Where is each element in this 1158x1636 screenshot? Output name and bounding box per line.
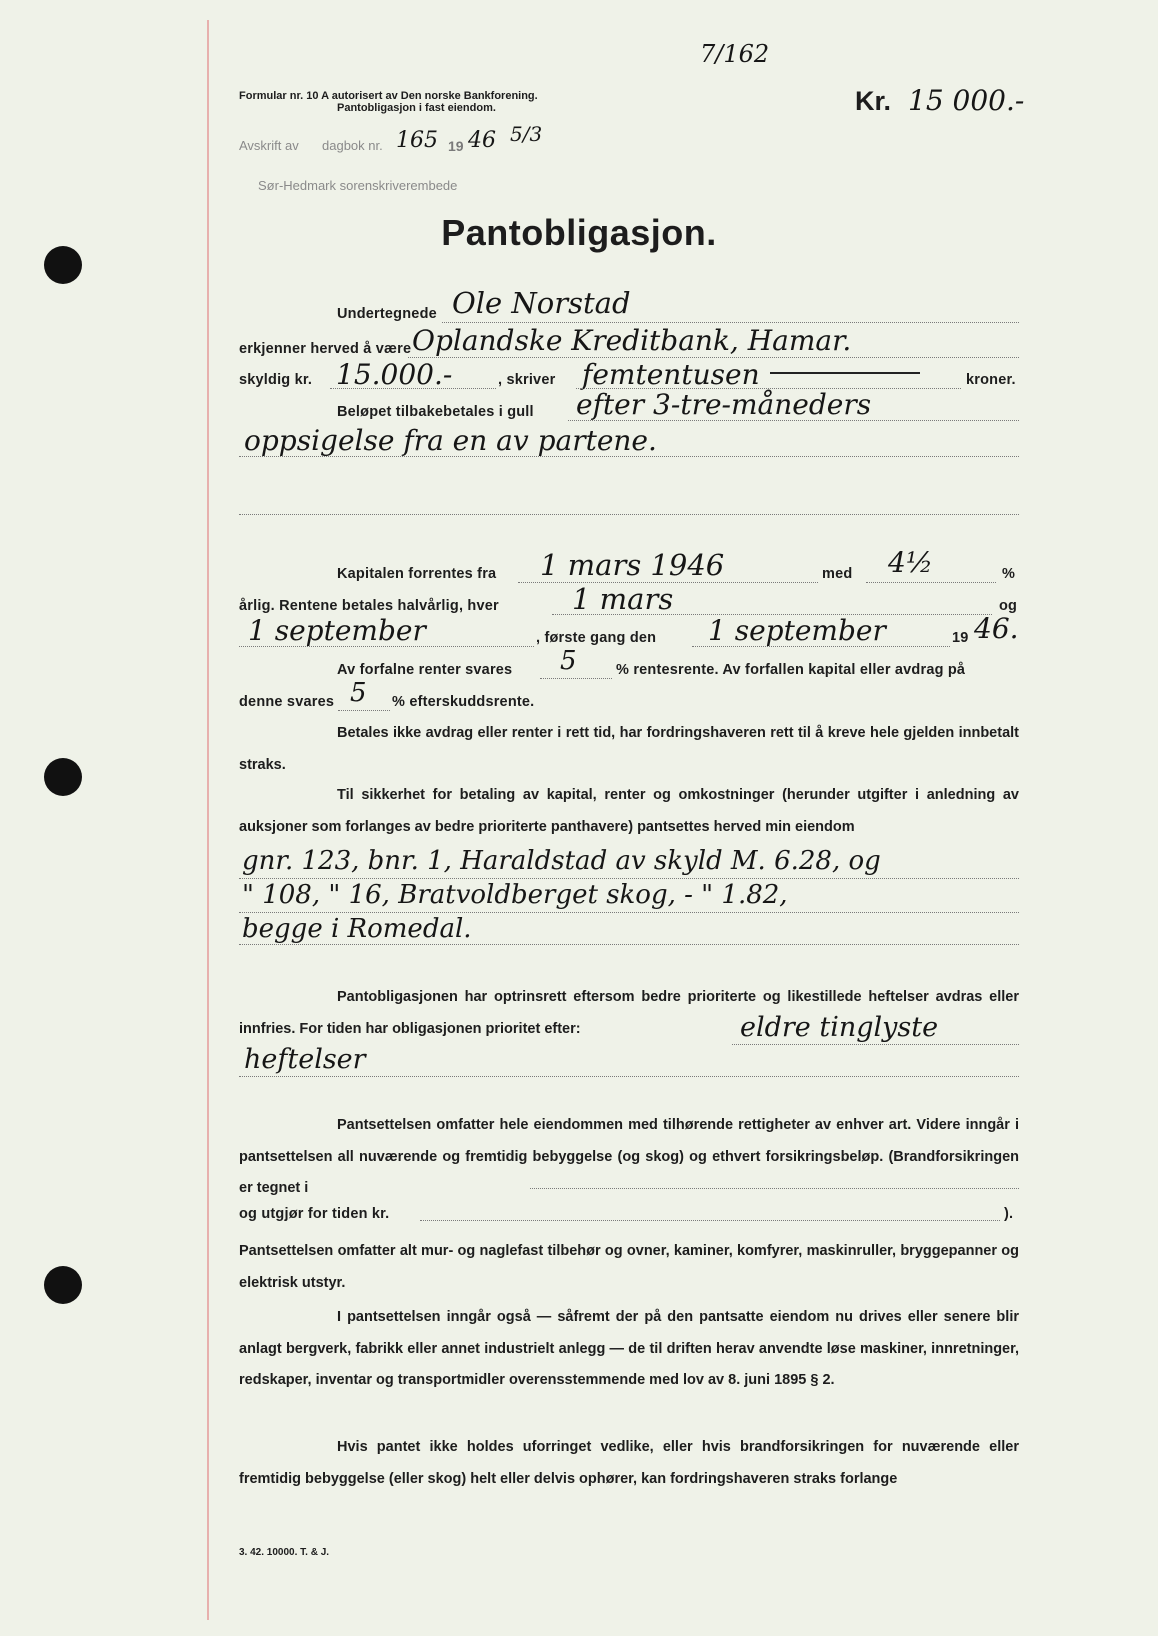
og-label: og xyxy=(999,598,1018,614)
betales-paragraph: Betales ikke avdrag eller renter i rett tid, har fordringshaveren rett til å kreve hele gjelden innbetalt straks. xyxy=(239,725,1019,773)
amount-dash xyxy=(770,372,920,374)
arlig-value: 1 mars xyxy=(572,582,674,616)
fill-line xyxy=(530,1188,1019,1189)
rente-value: 5 xyxy=(560,646,577,676)
fill-line xyxy=(732,1044,1019,1045)
margin-rule xyxy=(207,20,209,1620)
arlig-label: årlig. Rentene betales halvårlig, hver xyxy=(239,598,499,614)
forste-label: , første gang den xyxy=(536,630,657,646)
property-line-3: begge i Romedal. xyxy=(242,914,472,944)
utgjor-end: ). xyxy=(1004,1206,1014,1222)
stamp-dagbok-number: 165 xyxy=(396,128,438,153)
sikkerhet-paragraph: Til sikkerhet for betaling av kapital, renter og omkostninger (herunder utgifter i anledning av auksjoner som forlanges av bedre prioriterte panthavere) pantsettes herved min eiendom xyxy=(239,787,1019,835)
skriver-label: , skriver xyxy=(498,372,556,388)
industri-paragraph: I pantsettelsen inngår også — såfremt der på den pantsatte eiendom nu drives eller senere blir anlagt bergverk, fabrikk eller annet industrielt anlegg — de til driften herav anvendte løse maskiner, innretninger, redskaper, inventar og transportmidler overensstemmende med lov av 8. juni 1895 § 2. xyxy=(239,1309,1019,1388)
omfatter-paragraph: Pantsettelsen omfatter hele eiendommen med tilhørende rettigheter av enhver art. Videre inngår i pantsettelsen all nuværende og fremtidig bebyggelse (og skog) og ethvert forsikringsbeløp. (Brandforsikringen er tegnet i xyxy=(239,1117,1019,1196)
undertegnede-label: Undertegnede xyxy=(337,306,437,322)
september-value: 1 september xyxy=(248,614,426,647)
fill-line xyxy=(239,456,1019,457)
fill-line xyxy=(338,710,390,711)
stamp-date: 5/3 xyxy=(510,122,543,146)
fill-line xyxy=(330,388,496,389)
form-type-line: Pantobligasjon i fast eiendom. xyxy=(337,102,496,114)
denne-label: denne svares xyxy=(239,694,335,710)
fill-line xyxy=(239,514,1019,515)
fill-line xyxy=(239,646,534,647)
stamp-court: Sør-Hedmark sorenskriverembede xyxy=(258,178,458,193)
punch-hole xyxy=(44,1266,82,1304)
stamp-year-prefix: 19 xyxy=(448,138,464,154)
fill-line xyxy=(568,420,1019,421)
kapital-label: Kapitalen forrentes fra xyxy=(337,566,497,582)
tilbake-value-1: efter 3-tre-måneders xyxy=(576,388,872,421)
fill-line xyxy=(866,582,996,583)
fill-line xyxy=(239,944,1019,945)
skyldig-value: 15.000.- xyxy=(336,358,453,391)
fill-line xyxy=(442,322,1019,323)
rentesrente-label: % rentesrente. Av forfallen kapital eller avdrag på xyxy=(616,662,966,678)
fill-line xyxy=(239,912,1019,913)
kapital-value: 1 mars 1946 xyxy=(540,548,725,582)
top-note: 7/162 xyxy=(700,40,770,68)
kr-amount: 15 000.- xyxy=(908,84,1025,117)
utgjor-label: og utgjør for tiden kr. xyxy=(239,1206,390,1222)
page-title: Pantobligasjon. xyxy=(441,212,717,253)
stamp-year: 46 xyxy=(468,128,496,153)
skyldig-label: skyldig kr. xyxy=(239,372,313,388)
hvis-paragraph: Hvis pantet ikke holdes uforringet vedlike, eller hvis brandforsikringen for nuværende eller fremtidig bebyggelse (eller skog) helt eller delvis ophører, kan fordringshaveren straks forlange xyxy=(239,1439,1019,1487)
tilbake-label: Beløpet tilbakebetales i gull xyxy=(337,404,534,420)
prioritet-value-1: eldre tinglyste xyxy=(740,1012,939,1043)
tilbake-value-2: oppsigelse fra en av partene. xyxy=(244,424,657,457)
property-line-1: gnr. 123, bnr. 1, Haraldstad av skyld M. 6.28, og xyxy=(242,846,881,876)
percent-label: % xyxy=(1002,566,1016,582)
fill-line xyxy=(692,646,950,647)
med-label: med xyxy=(822,566,853,582)
property-line-2: " 108, " 16, Bratvoldberget skog, - " 1.82, xyxy=(242,880,788,910)
form-number-line: Formular nr. 10 A autorisert av Den norske Bankforening. xyxy=(239,90,538,102)
efterskudd-label: % efterskuddsrente. xyxy=(392,694,535,710)
prioritet-value-2: heftelser xyxy=(244,1044,366,1075)
punch-hole xyxy=(44,758,82,796)
erkjenner-label: erkjenner herved å være xyxy=(239,341,412,357)
forste-value: 1 september xyxy=(708,614,886,647)
fill-line xyxy=(420,1220,1000,1221)
kr-label: Kr. xyxy=(855,86,892,116)
undertegnede-value: Ole Norstad xyxy=(452,286,631,320)
year-prefix: 19 xyxy=(952,630,969,646)
stamp-dagbok-label: dagbok nr. xyxy=(322,138,383,153)
rate-value: 4½ xyxy=(888,546,933,579)
forfalne-label: Av forfalne renter svares xyxy=(337,662,513,678)
skriver-value: femtentusen xyxy=(582,358,760,391)
efterskudd-value: 5 xyxy=(350,678,367,708)
mur-paragraph: Pantsettelsen omfatter alt mur- og naglefast tilbehør og ovner, kaminer, komfyrer, maskinruller, bryggepanner og elektrisk utstyr. xyxy=(239,1243,1019,1291)
fill-line xyxy=(239,1076,1019,1077)
fill-line xyxy=(239,878,1019,879)
stamp-avskrift: Avskrift av xyxy=(239,138,299,153)
erkjenner-value: Oplandske Kreditbank, Hamar. xyxy=(412,324,852,357)
optrinsrett-paragraph: Pantobligasjonen har optrinsrett eftersom bedre prioriterte og likestillede heftelser avdras eller innfries. For tiden har obligasjonen prioritet efter: xyxy=(239,989,1019,1037)
kroner-label: kroner. xyxy=(966,372,1016,388)
fill-line xyxy=(540,678,612,679)
print-code: 3. 42. 10000. T. & J. xyxy=(239,1547,330,1558)
year-value: 46. xyxy=(974,612,1019,645)
